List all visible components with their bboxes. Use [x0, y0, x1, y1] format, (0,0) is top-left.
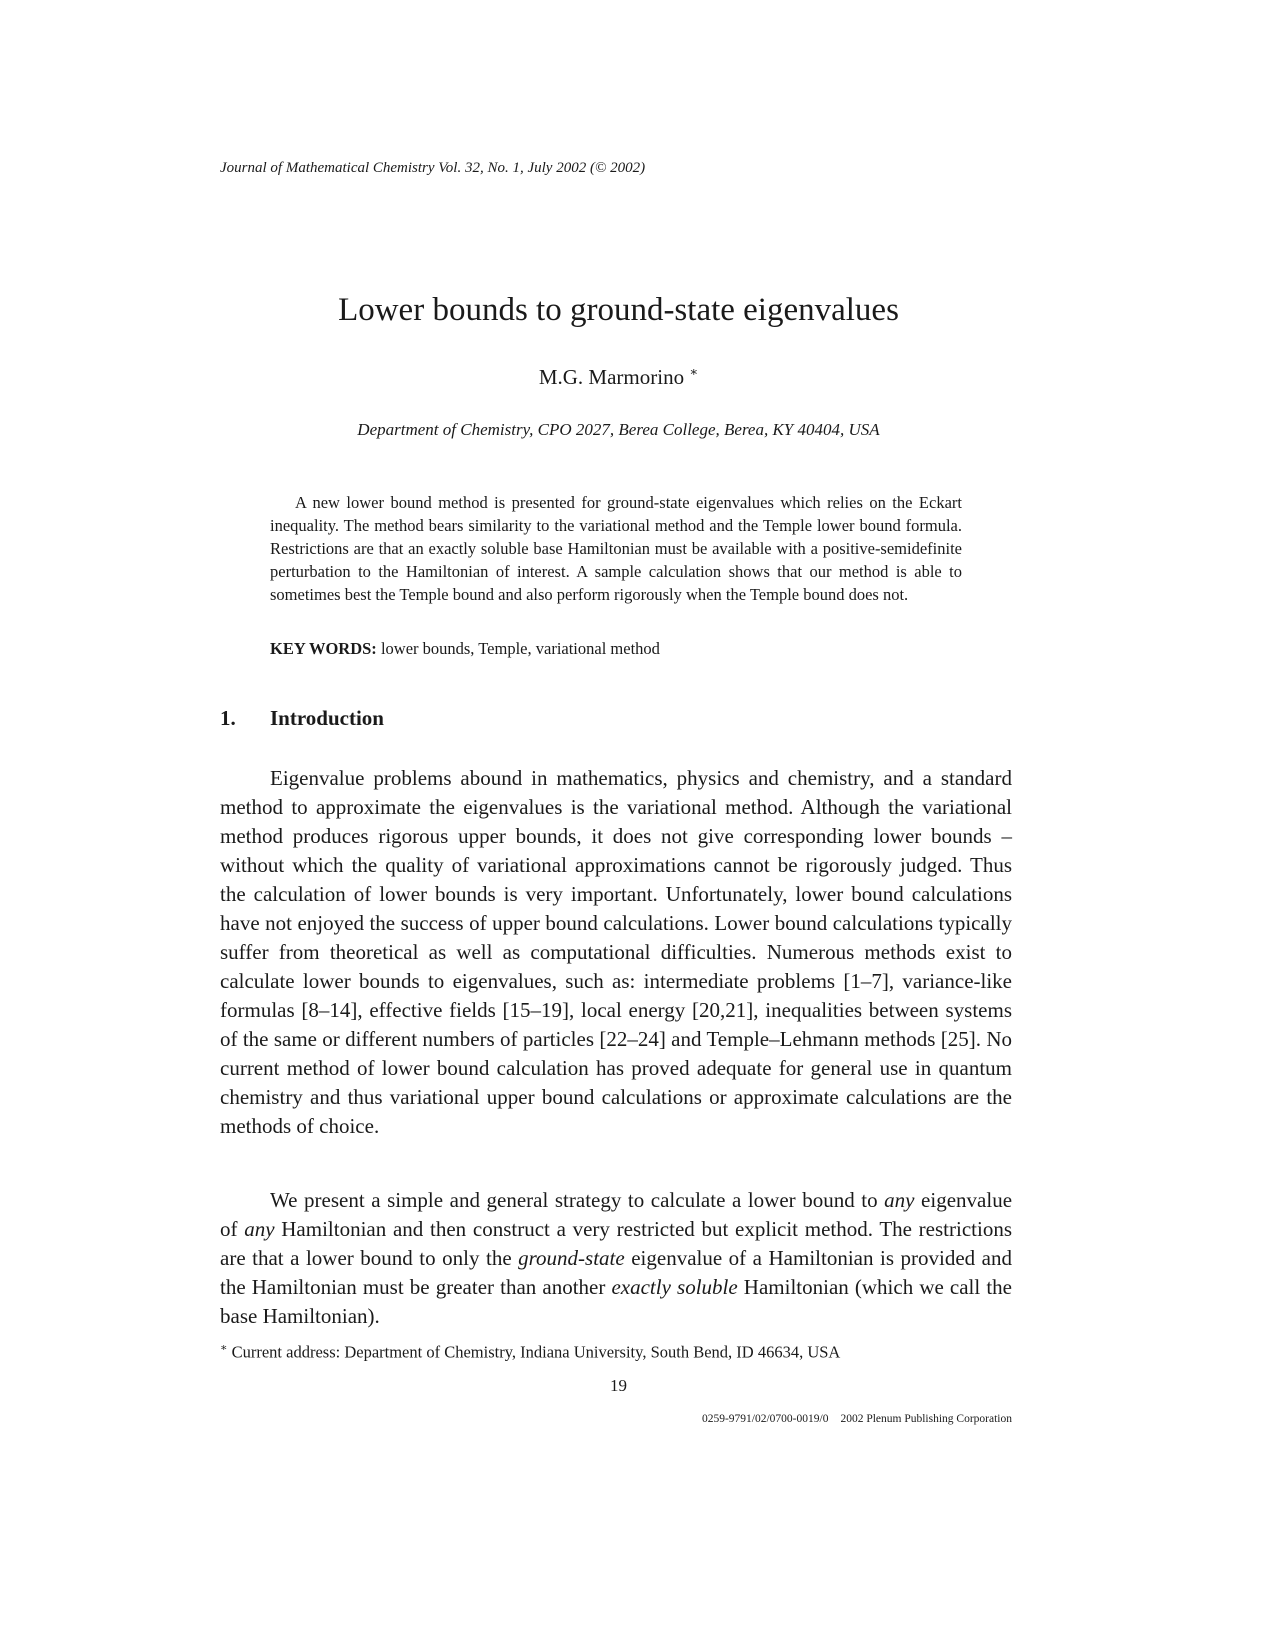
section-title: Introduction	[270, 706, 384, 730]
section-number: 1.	[220, 706, 236, 730]
journal-citation: Journal of Mathematical Chemistry Vol. 32, No. 1, July 2002 (© 2002)	[220, 160, 646, 176]
author-line	[0, 364, 1237, 390]
keywords-label: KEY WORDS:	[270, 639, 377, 658]
emphasis-any: any	[884, 1188, 915, 1212]
author-name: M.G. Marmorino	[538, 365, 685, 389]
section-heading	[220, 706, 384, 731]
publisher-notice: 2002 Plenum Publishing Corporation	[840, 1413, 1012, 1425]
author-affiliation: Department of Chemistry, CPO 2027, Berea College, Berea, KY 40404, USA	[357, 420, 880, 439]
page-number: 19	[610, 1376, 627, 1395]
author-footnote-mark: ∗	[689, 364, 699, 379]
document-code: 0259-9791/02/0700-0019/0	[701, 1413, 829, 1425]
paper-title: Lower bounds to ground-state eigenvalues	[338, 292, 899, 328]
body-paragraph-2	[220, 1186, 1012, 1331]
body-text-run: We present a simple and general strategy to calculate a lower bound to	[270, 1188, 885, 1212]
emphasis-exactly-soluble: exactly soluble	[611, 1275, 738, 1299]
keywords-list: lower bounds, Temple, variational method	[380, 639, 660, 658]
copyright-line	[702, 1413, 1012, 1425]
abstract: A new lower bound method is presented for ground-state eigenvalues which relies on the Eckart inequality. The method bears similarity to the variational method and the Temple lower bound formula. Restrictions are that an exactly soluble base Hamiltonian must be available with a positive-semidefinite perturbation to the Hamiltonian of interest. A sample calculation shows that our method is able to sometimes best the Temple bound and also perform rigorously when the Temple bound does not.	[270, 493, 962, 604]
body-paragraph-1: Eigenvalue problems abound in mathematics, physics and chemistry, and a standard method to approximate the eigenvalues is the variational method. Although the variational method produces rigorous upper bounds, it does not give corresponding lower bounds – without which the quality of variational approximations cannot be rigorously judged. Thus the calculation of lower bounds is very important. Unfortunately, lower bound calculations have not enjoyed the success of upper bound calculations. Lower bound calculations typically suffer from theoretical as well as computational difficulties. Numerous methods exist to calculate lower bounds to eigenvalues, such as: intermediate problems [1–7], variance-like formulas [8–14], effective fields [15–19], local energy [20,21], inequalities between systems of the same or different numbers of particles [22–24] and Temple–Lehmann methods [25]. No current method of lower bound calculation has proved adequate for general use in quantum chemistry and thus variational upper bound calculations or approximate calculations are the methods of choice.	[220, 766, 1012, 1138]
body-text-run: Hamiltonian (which we call the base Hamiltonian).	[220, 1275, 1012, 1328]
body-text-run: eigenvalue of	[220, 1188, 1013, 1241]
footnote-text: Current address: Department of Chemistry, Indiana University, South Bend, ID 46634, USA	[227, 1342, 841, 1362]
footnote-mark: ∗	[220, 1342, 228, 1354]
emphasis-ground-state: ground-state	[518, 1246, 625, 1270]
footnote	[220, 1341, 840, 1363]
body-text-run: eigenvalue of a Hamiltonian is provided and the Hamiltonian must be greater than another	[220, 1246, 1012, 1299]
emphasis-any: any	[244, 1217, 275, 1241]
body-text-run: Hamiltonian and then construct a very restricted but explicit method. The restrictions are that a lower bound to only the	[220, 1217, 1012, 1270]
keywords	[270, 639, 660, 659]
